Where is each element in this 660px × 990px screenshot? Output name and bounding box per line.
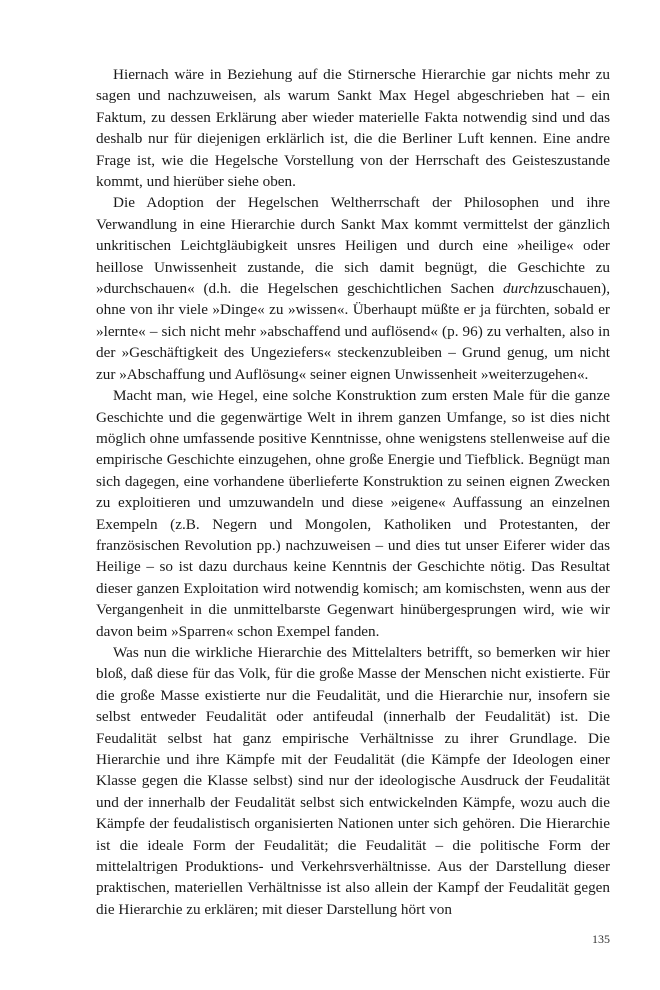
paragraph-3 [96, 385, 610, 642]
paragraph-1 [96, 64, 610, 192]
paragraph-4-text: Was nun die wirkliche Hierarchie des Mittelalters betrifft, so bemerken wir hier bloß, daß diese für das Volk, für die große Masse der Menschen nicht existierte. Für die große Masse existierte nur die Feudalität, und die Hierarchie nur, insofern sie selbst entweder Feudalität oder antifeudal (innerhalb der Feudalität) ist. Die Feudalität selbst hat ganz empirische Verhältnisse zu ihrer Grundlage. Die Hierarchie und ihre Kämpfe mit der Feudalität (die Kämpfe der Ideologen einer Klasse gegen die Klasse selbst) sind nur der ideologische Ausdruck der Feudalität und der innerhalb der Feudalität selbst sich entwickelnden Kämpfe, wozu auch die Kämpfe der feudalistisch organisierten Nationen unter sich gehören. Die Hierarchie ist die ideale Form der Feudalität; die Feudalität – die politische Form der mittelaltrigen Produktions- und Verkehrsverhältnisse. Aus der Darstellung dieser praktischen, materiellen Verhältnisse ist also allein der Kampf der Feudalität gegen die Hierarchie zu erklären; mit dieser Darstellung hört von [96, 643, 610, 918]
paragraph-4 [96, 642, 610, 920]
paragraph-3-text: Macht man, wie Hegel, eine solche Konstruktion zum ersten Male für die ganze Geschichte und die gegenwärtige Welt in ihrem ganzen Umfange, so ist dies nicht möglich ohne umfassende positive Kenntnisse, ohne wenigstens stellenweise auf die empirische Geschichte einzugehen, ohne große Energie und Tiefblick. Begnügt man sich dagegen, eine vorhandene überlieferte Konstruktion zu seinen eignen Zwecken zu exploitieren und umzuwandeln und diese »eigene« Auffassung an einzelnen Exempeln (z.B. Negern und Mongolen, Katholiken und Protestanten, der französischen Revolution pp.) nachzuweisen – und dies tut unser Eiferer wider das Heilige – so ist dazu durchaus keine Kenntnis der Geschichte nötig. Das Resultat dieser ganzen Exploitation wird notwendig komisch; am komischsten, wenn aus der Vergangenheit in die unmittelbarste Gegenwart hinübergesprungen wird, wie wir davon beim »Sparren« schon Exempel fanden. [96, 387, 610, 640]
page-number: 135 [592, 932, 610, 946]
paragraph-2 [96, 192, 610, 385]
paragraph-2-text-b: zuschauen), ohne von ihr viele »Dinge« zu »wissen«. Überhaupt müßte er ja fürchten, sobald er »lernte« – sich nicht mehr »abschaffend und auflösend« (p. 96) zu verhalten, also in der »Geschäftigkeit des Ungeziefers« steckenzubleiben – Grund genug, um nicht zur »Abschaffung und Auflösung« seiner eignen Unwissenheit »weiterzugehen«. [96, 280, 610, 383]
paragraph-2-text-a: Die Adoption der Hegelschen Weltherrschaft der Philosophen und ihre Verwandlung in eine Hierarchie durch Sankt Max kommt vermittelst der gänzlich unkritischen Leichtgläubigkeit unsres Heiligen und durch eine »heilige« oder heillose Unwissenheit zustande, die sich damit begnügt, die Geschichte zu »durchschauen« (d.h. die Hegelschen geschichtlichen Sachen [96, 194, 610, 298]
paragraph-1-text: Hiernach wäre in Beziehung auf die Stirnersche Hierarchie gar nichts mehr zu sagen und nachzuweisen, als warum Sankt Max Hegel abgeschrieben hat – ein Faktum, zu dessen Erklärung aber wieder materielle Fakta notwendig sind und das deshalb nur für diejenigen erklärlich ist, die die Berliner Luft kennen. Eine andre Frage ist, wie die Hegelsche Vorstellung von der Herrschaft des Geisteszustande kommt, und hierüber siehe oben. [96, 66, 610, 191]
paragraph-2-italic-durch: durch [503, 280, 538, 298]
body-text [96, 64, 610, 920]
